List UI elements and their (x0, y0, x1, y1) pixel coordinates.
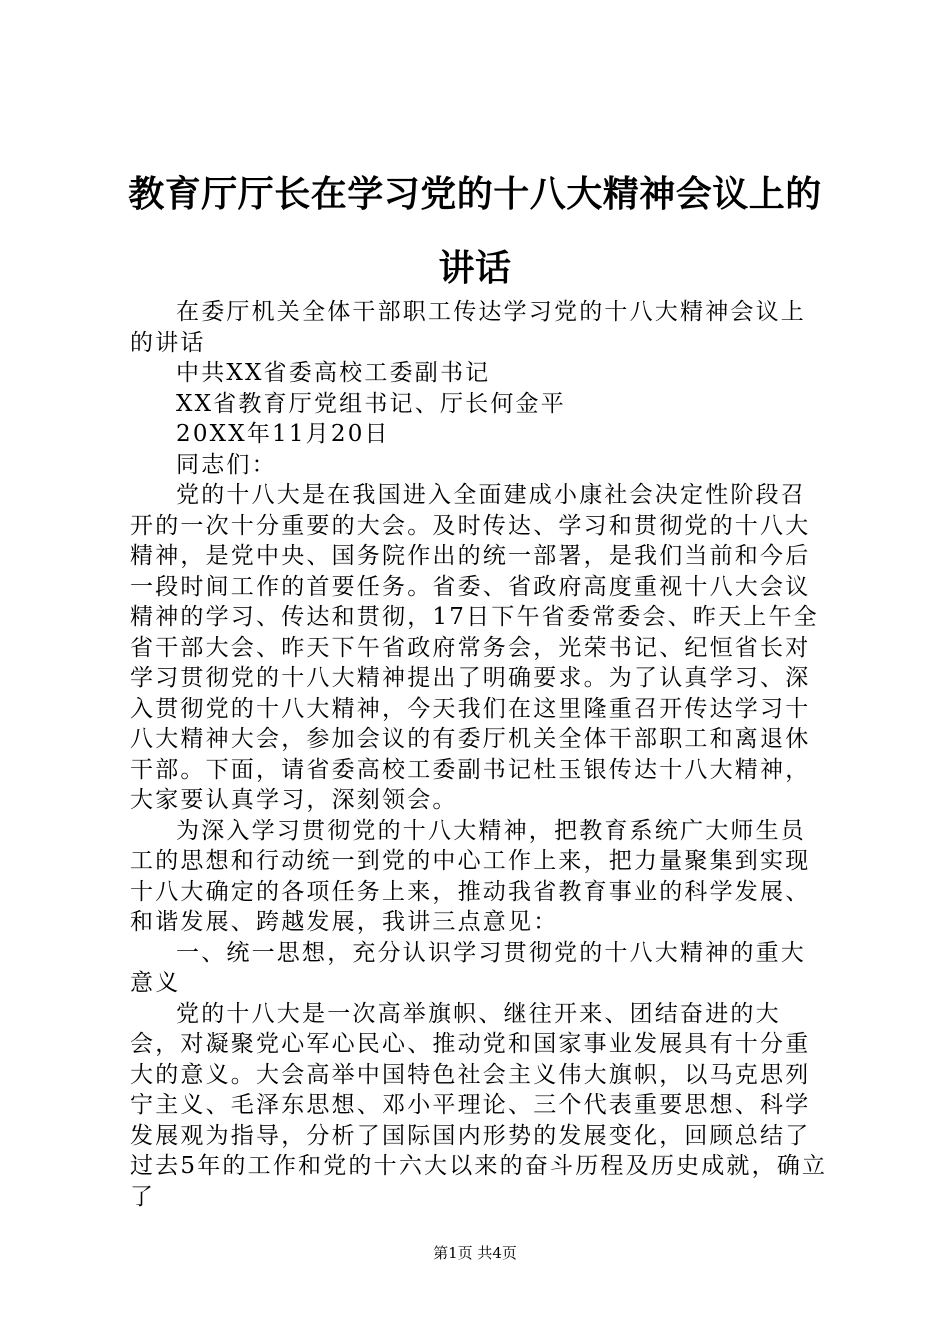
page-footer: 第1页 共4页 (433, 1244, 517, 1262)
document-body (130, 297, 830, 1212)
paragraph-author-title-2: XX省教育厅党组书记、厅长何金平 (176, 390, 566, 417)
paragraph-body: 为深入学习贯彻党的十八大精神，把教育系统广大师生员工的思想和行动统一到党的中心工作上来，把力量聚集到实现十八大确定的各项任务上来，推动我省教育事业的科学发展、和谐发展、跨越发展，我讲三点意见： (130, 817, 811, 935)
paragraph-subtitle: 在委厅机关全体干部职工传达学习党的十八大精神会议上的讲话 (130, 299, 806, 356)
paragraph-body: 党的十八大是一次高举旗帜、继往开来、团结奋进的大会，对凝聚党心军心民心、推动党和国家事业发展具有十分重大的意义。大会高举中国特色社会主义伟大旗帜，以马克思列宁主义、毛泽东思想、邓小平理论、三个代表重要思想、科学发展观为指导，分析了国际国内形势的发展变化，回顾总结了过去5年的工作和党的十六大以来的奋斗历程及历史成就，确立了 (130, 1000, 828, 1210)
paragraph-heading: 一、统一思想，充分认识学习贯彻党的十八大精神的重大意义 (130, 939, 806, 996)
document-title: 教育厅厅长在学习党的十八大精神会议上的讲话 (128, 174, 822, 289)
paragraph-body: 党的十八大是在我国进入全面建成小康社会决定性阶段召开的一次十分重要的大会。及时传达、学习和贯彻党的十八大精神，是党中央、国务院作出的统一部署，是我们当前和今后一段时间工作的首要任务。省委、省政府高度重视十八大会议精神的学习、传达和贯彻，17日下午省委常委会、昨天上午全省干部大会、昨天下午省政府常务会，光荣书记、纪恒省长对学习贯彻党的十八大精神提出了明确要求。为了认真学习、深入贯彻党的十八大精神，今天我们在这里隆重召开传达学习十八大精神大会，参加会议的有委厅机关全体干部职工和离退休干部。下面，请省委高校工委副书记杜玉银传达十八大精神，大家要认真学习，深刻领会。 (130, 482, 819, 813)
paragraph-salutation: 同志们： (176, 451, 277, 478)
paragraph-author-title-1: 中共XX省委高校工委副书记 (176, 360, 491, 386)
paragraph-date: 20XX年11月20日 (176, 421, 390, 447)
